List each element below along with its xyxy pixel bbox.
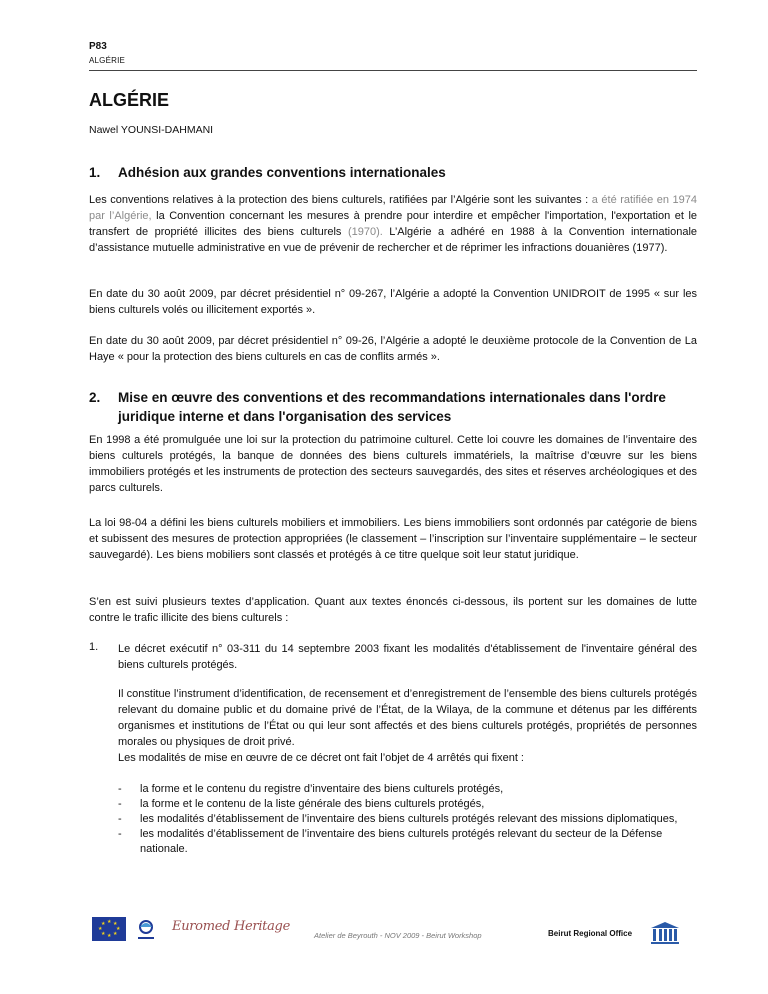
decree-list: [118, 782, 697, 857]
section-2-paragraph-2: La loi 98-04 a défini les biens culturels mobiliers et immobiliers. Les biens immobiliers sont ordonnés par catégorie de biens et subissent des mesures de protection appropriées (le classement – l’inscription sur l’inventaire supplémentaire – le secteur sauvegardé). Les biens mobiliers sont classés et protégés à ce titre quelque soit leur statut juridique.: [89, 517, 697, 561]
list-item-text: la forme et le contenu de la liste générale des biens culturels protégés,: [140, 798, 485, 810]
text-run: Les conventions relatives à la protection des biens culturels, ratifiées par l’Algérie sont les suivantes :: [89, 194, 592, 206]
section-title: Mise en œuvre des conventions et des recommandations internationales dans l'ordre juridique interne et dans l'organisation des services: [118, 390, 666, 424]
euromed-heritage-logo: Euromed Heritage: [172, 919, 290, 934]
list-item-1-intro: Les modalités de mise en œuvre de ce décret ont fait l’objet de 4 arrêtés qui fixent :: [118, 752, 524, 764]
section-2-paragraph-3: S’en est suivi plusieurs textes d’application. Quant aux textes énoncés ci-dessous, ils portent sur les domaines de lutte contre le trafic illicite des biens culturels :: [89, 596, 697, 624]
section-1-heading: [89, 163, 697, 182]
document-code: P83: [89, 41, 107, 52]
eu-flag-logo-icon: ★ ★ ★ ★ ★ ★ ★ ★: [92, 917, 126, 941]
list-item-1: Le décret exécutif n° 03-311 du 14 septembre 2003 fixant les modalités d'établissement de l'inventaire général des biens culturels protégés.: [118, 643, 697, 671]
text-run: la Convention concernant les mesures à prendre pour interdire et empêcher l'importation, l'exportation et le transfert de propriété illicites des biens culturels: [89, 210, 698, 238]
section-number: 1.: [89, 165, 101, 180]
list-item: [118, 812, 697, 827]
list-item: [118, 797, 697, 812]
dash-bullet: -: [118, 783, 122, 795]
list-item-text: les modalités d’établissement de l’inventaire des biens culturels protégés relevant du secteur de la Défense nationale.: [140, 828, 663, 855]
dash-bullet: -: [118, 798, 122, 810]
section-number: 2.: [89, 390, 101, 405]
page-footer: [0, 905, 768, 965]
dash-bullet: -: [118, 813, 122, 825]
section-2-paragraph-1: En 1998 a été promulguée une loi sur la protection du patrimoine culturel. Cette loi couvre les domaines de l’inventaire des biens culturels protégés, la banque de données des biens culturels immatériels, la maîtrise d’œuvre sur les biens immobiliers protégés et les instruments de protection des secteurs sauvegardés, des sites et réserves archéologiques et des parcs culturels.: [89, 434, 697, 494]
list-item-text: les modalités d’établissement de l’inventaire des biens culturels protégés relevant des missions diplomatiques,: [140, 813, 678, 825]
list-item-1-description: Il constitue l’instrument d’identification, de recensement et d’enregistrement de l’ensemble des biens culturels protégés relevant du domaine public et du domaine privé de l’État, de la Wilaya, de la commune et détenus par les différents organismes et institutions de l’État ou qui leur sont affectés et des biens culturels protégés, propriétés de personnes morales ou physiques de droit privé.: [118, 688, 697, 748]
header-rule: [89, 70, 697, 71]
section-2-heading: [89, 388, 697, 426]
list-item: [118, 782, 697, 797]
grey-text-run: (1970).: [347, 226, 383, 238]
dash-bullet: -: [118, 828, 122, 840]
footer-workshop-label: Atelier de Beyrouth - NOV 2009 - Beirut Workshop: [314, 931, 482, 940]
partner-logo-icon: [132, 917, 160, 943]
section-1-paragraph-3: En date du 30 août 2009, par décret présidentiel n° 09-26, l’Algérie a adopté le deuxième protocole de la Convention de La Haye « pour la protection des biens culturels en cas de conflits armés ».: [89, 335, 697, 363]
list-item: [118, 827, 697, 857]
section-1-paragraph-2: En date du 30 août 2009, par décret présidentiel n° 09-267, l’Algérie a adopté la Convention UNIDROIT de 1995 « sur les biens culturels volés ou illicitement exportés ».: [89, 288, 697, 316]
section-title: Adhésion aux grandes conventions internationales: [118, 165, 446, 180]
unesco-temple-icon: [650, 921, 680, 945]
footer-office-label: Beirut Regional Office: [548, 929, 633, 938]
text-run: L’Algérie a adhéré en 1988 à la Convention internationale d’assistance mutuelle administrative en vue de prévenir de rechercher et de réprimer les infractions douanières (1977).: [89, 226, 698, 254]
grey-text-run: a été ratifiée en 1974 par l’Algérie,: [89, 194, 697, 222]
list-item-number: 1.: [89, 641, 99, 653]
section-1-paragraph-1: [89, 192, 697, 256]
author: Nawel YOUNSI-DAHMANI: [89, 124, 214, 136]
list-item-text: la forme et le contenu du registre d’inventaire des biens culturels protégés,: [140, 783, 504, 795]
header-subtitle: ALGÉRIE: [89, 56, 126, 65]
page-title: ALGÉRIE: [89, 90, 170, 110]
